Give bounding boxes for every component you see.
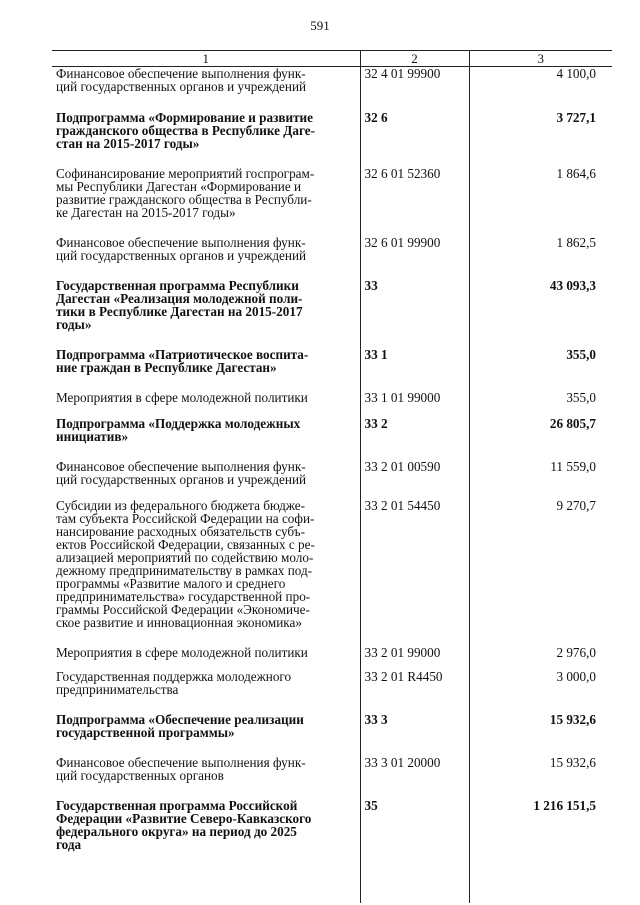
row-code: 33 2 01 54450 (360, 487, 469, 630)
budget-table (52, 50, 612, 903)
row-description: Финансовое обеспечение выполнения функ- ций государственных органов и учреждений (56, 66, 307, 94)
row-description: Государственная поддержка молодежного предпринимательства (56, 669, 292, 697)
table-row (52, 332, 612, 375)
table-row (52, 151, 612, 220)
row-code: 32 6 01 52360 (360, 151, 469, 220)
row-amount: 1 862,5 (469, 220, 612, 263)
table-header (52, 51, 612, 67)
row-code: 32 6 01 99900 (360, 220, 469, 263)
table-row (52, 783, 612, 852)
row-code: 35 (360, 783, 469, 852)
row-code: 33 3 01 20000 (360, 740, 469, 783)
row-description: Субсидии из федерального бюджета бюдже- там субъекта Российской Федерации на софи- нансирование расходных обязательств субъ- ектов Российской Федерации, связанных с ре- ализацией мероприятий по содействию моло- дежному предпринимательству в рамках под- программы «Развитие малого и среднего предпринимательства» государственной про- граммы Российской Федерации «Экономиче- ское развитие и инновационная экономика» (56, 498, 315, 630)
table-row (52, 220, 612, 263)
row-amount: 2 976,0 (469, 630, 612, 660)
table-row (52, 630, 612, 660)
row-code: 32 6 (360, 94, 469, 151)
row-amount: 43 093,3 (469, 263, 612, 332)
filler-cell (469, 852, 612, 903)
row-amount: 11 559,0 (469, 444, 612, 487)
table-filler-row (52, 852, 612, 903)
row-description: Софинансирование мероприятий госпрограм- мы Республики Дагестан «Формирование и развитие гражданского общества в Республи- ке Дагестан на 2015-2017 годы» (56, 166, 315, 220)
column-header-2: 2 (360, 51, 469, 67)
row-code: 33 2 (360, 405, 469, 444)
row-code: 33 2 01 00590 (360, 444, 469, 487)
row-description: Государственная программа Республики Дагестан «Реализация молодежной поли- тики в Республике Дагестан на 2015-2017 годы» (56, 278, 303, 332)
row-code: 33 (360, 263, 469, 332)
row-code: 33 1 (360, 332, 469, 375)
row-code: 33 3 (360, 697, 469, 740)
column-header-3: 3 (469, 51, 612, 67)
row-description: Подпрограмма «Поддержка молодежных инициатив» (56, 416, 301, 444)
table-body (52, 67, 612, 904)
row-amount: 1 216 151,5 (469, 783, 612, 852)
filler-cell (360, 852, 469, 903)
row-description: Мероприятия в сфере молодежной политики (56, 390, 308, 405)
row-code: 33 2 01 R4450 (360, 660, 469, 697)
row-code: 33 2 01 99000 (360, 630, 469, 660)
column-header-1: 1 (52, 51, 360, 67)
row-amount: 1 864,6 (469, 151, 612, 220)
row-description: Подпрограмма «Формирование и развитие гражданского общества в Республике Даге- стан на 2015-2017 годы» (56, 110, 316, 151)
filler-cell (52, 852, 360, 903)
budget-table-container (52, 50, 612, 852)
page-number: 591 (310, 18, 330, 33)
row-amount: 3 000,0 (469, 660, 612, 697)
row-amount: 355,0 (469, 375, 612, 405)
row-description: Финансовое обеспечение выполнения функ- ций государственных органов и учреждений (56, 459, 307, 487)
row-description: Государственная программа Российской Федерации «Развитие Северо-Кавказского федерального округа» на период до 2025 года (56, 798, 312, 852)
row-description: Мероприятия в сфере молодежной политики (56, 645, 308, 660)
row-code: 32 4 01 99900 (360, 67, 469, 95)
table-row (52, 487, 612, 630)
row-amount: 15 932,6 (469, 697, 612, 740)
table-row (52, 67, 612, 95)
table-row (52, 405, 612, 444)
row-description: Подпрограмма «Обеспечение реализации государственной программы» (56, 712, 304, 740)
table-row (52, 375, 612, 405)
row-description: Финансовое обеспечение выполнения функ- ций государственных органов и учреждений (56, 235, 307, 263)
row-amount: 355,0 (469, 332, 612, 375)
table-row (52, 660, 612, 697)
row-amount: 9 270,7 (469, 487, 612, 630)
row-amount: 26 805,7 (469, 405, 612, 444)
row-description: Финансовое обеспечение выполнения функ- ций государственных органов (56, 755, 306, 783)
row-amount: 15 932,6 (469, 740, 612, 783)
table-row (52, 444, 612, 487)
row-amount: 3 727,1 (469, 94, 612, 151)
table-row (52, 740, 612, 783)
row-description: Подпрограмма «Патриотическое воспита- ние граждан в Республике Дагестан» (56, 347, 309, 375)
row-code: 33 1 01 99000 (360, 375, 469, 405)
table-row (52, 94, 612, 151)
table-row (52, 697, 612, 740)
table-row (52, 263, 612, 332)
row-amount: 4 100,0 (469, 67, 612, 95)
